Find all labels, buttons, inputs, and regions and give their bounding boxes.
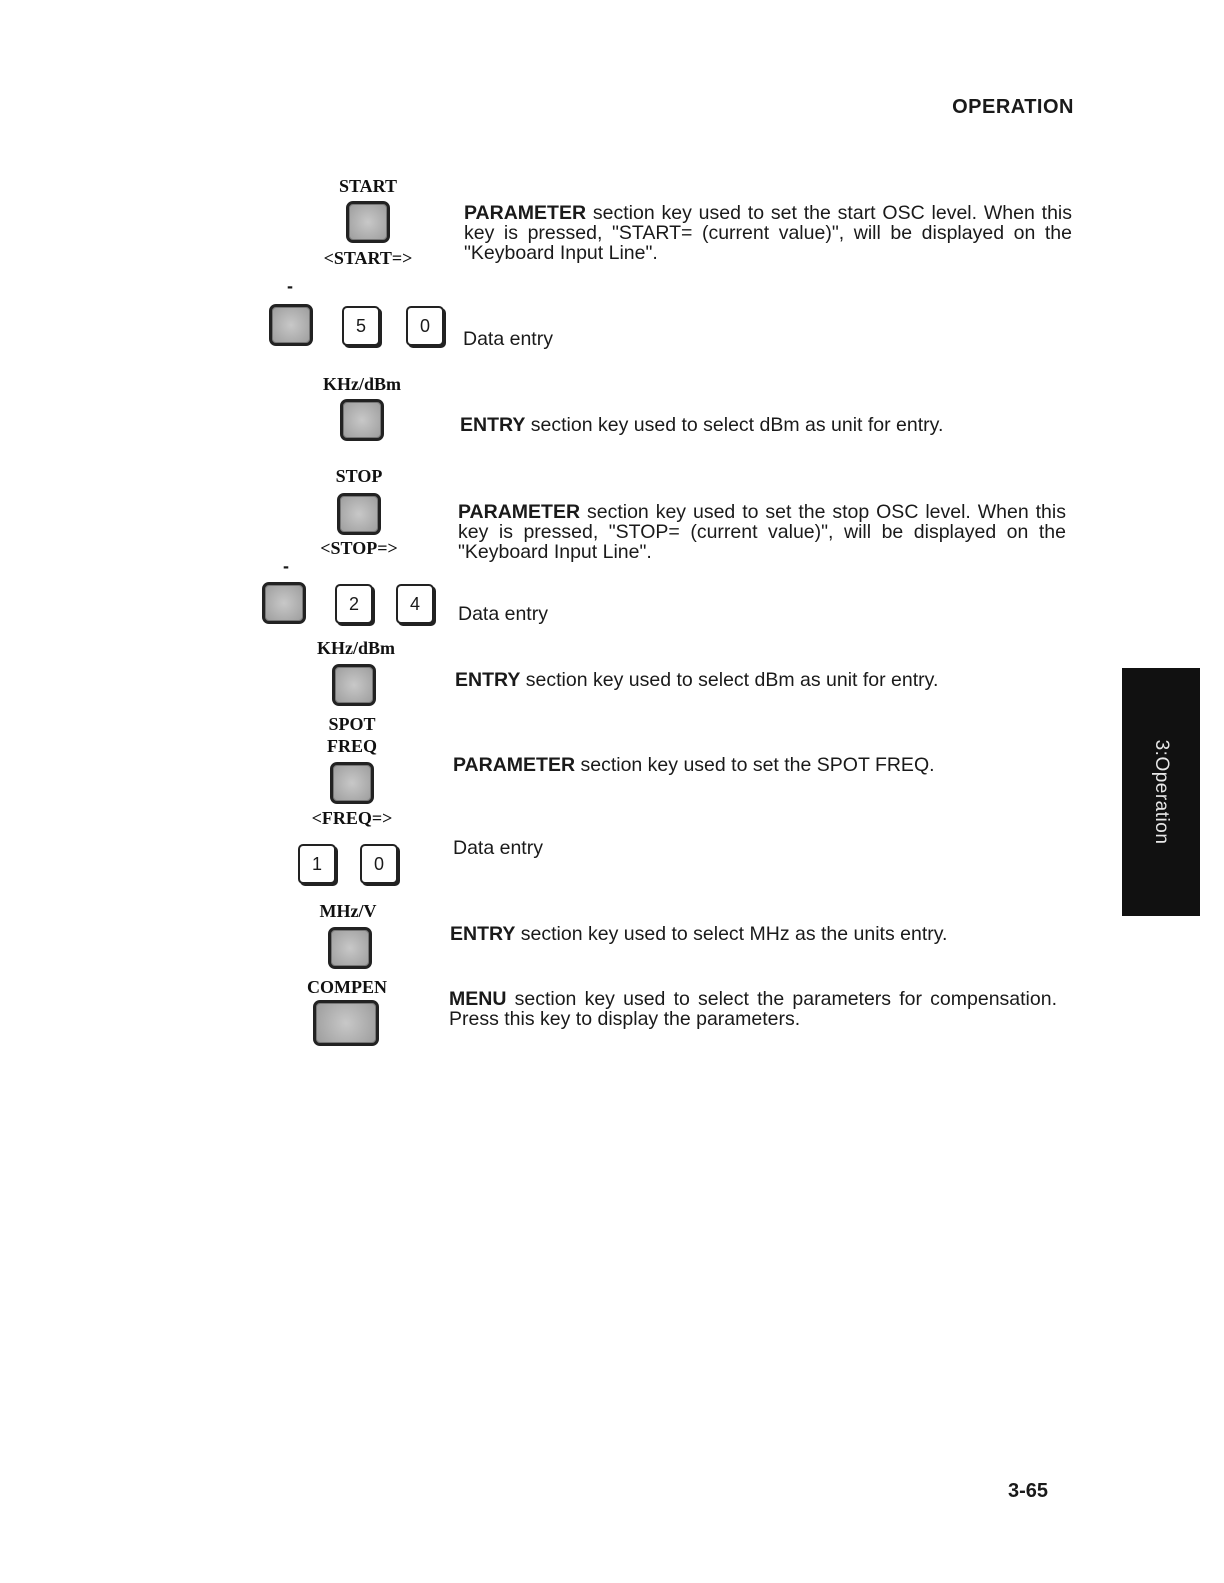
entry-mhz-desc-text: section key used to select MHz as the units entry. [515,923,948,945]
entry-dbm-desc-bold: ENTRY [460,414,526,436]
entry-dbm-description [460,415,1080,435]
compen-key[interactable] [313,1000,379,1046]
compen-key-label: COMPEN [307,977,387,997]
chapter-tab [1122,668,1200,916]
spot-freq-key-label: FREQ [326,736,377,756]
minus-key[interactable] [262,582,306,624]
minus-label: - [283,556,289,576]
page-number: 3-65 [1007,1480,1048,1502]
compen-desc-text: section key used to select the parameters for compensation. Press this key to display the parameters. [449,988,1057,1030]
digit-4-key[interactable]: 4 [396,584,434,624]
minus-label: - [287,276,293,296]
compen-description [449,989,1057,1029]
khz-dbm-key[interactable] [340,399,384,441]
chapter-tab-label: 3:Operation [1151,739,1172,845]
digit-1-key[interactable]: 1 [298,844,336,884]
freq-prompt: <FREQ=> [311,808,393,828]
spot-freq-desc-bold: PARAMETER [453,754,576,776]
stop-key[interactable] [337,493,381,535]
stop-desc-bold: PARAMETER [458,501,581,523]
entry-dbm-desc-bold: ENTRY [455,669,521,691]
digit-0-key[interactable]: 0 [406,306,444,346]
start-description [464,203,1072,263]
stop-desc-text: section key used to set the stop OSC level. When this key is pressed, "STOP= (current value)", will be displayed on the "Keyboard Input Line". [458,501,1066,563]
khz-dbm-key-label: KHz/dBm [316,638,395,658]
start-key-label: START [338,176,398,196]
mhz-v-key-label: MHz/V [319,901,377,921]
khz-dbm-key-label: KHz/dBm [322,374,401,394]
entry-dbm-desc-text: section key used to select dBm as unit for entry. [525,414,944,436]
section-title: OPERATION [952,96,1074,118]
start-desc-bold: PARAMETER [464,202,587,224]
data-entry-text: Data entry [463,328,553,350]
spot-freq-desc-text: section key used to set the SPOT FREQ. [575,754,935,776]
spot-freq-description [453,755,1073,775]
entry-mhz-description [450,924,1070,944]
digit-0-key[interactable]: 0 [360,844,398,884]
data-entry-text: Data entry [453,837,543,859]
khz-dbm-key[interactable] [332,664,376,706]
start-prompt: <START=> [323,248,413,268]
compen-desc-bold: MENU [449,988,507,1010]
entry-mhz-desc-bold: ENTRY [450,923,516,945]
entry-dbm-desc-text: section key used to select dBm as unit for entry. [520,669,939,691]
stop-key-label: STOP [335,466,383,486]
data-entry-text: Data entry [458,603,548,625]
digit-5-key[interactable]: 5 [342,306,380,346]
stop-prompt: <STOP=> [320,538,398,558]
start-key[interactable] [346,201,390,243]
spot-freq-key[interactable] [330,762,374,804]
digit-2-key[interactable]: 2 [335,584,373,624]
spot-freq-key-label: SPOT [328,714,376,734]
start-desc-text: section key used to set the start OSC level. When this key is pressed, "START= (current value)", will be displayed on the "Keyboard Input Line". [464,202,1072,264]
mhz-v-key[interactable] [328,927,372,969]
minus-key[interactable] [269,304,313,346]
stop-description [458,502,1066,562]
entry-dbm-description [455,670,1075,690]
